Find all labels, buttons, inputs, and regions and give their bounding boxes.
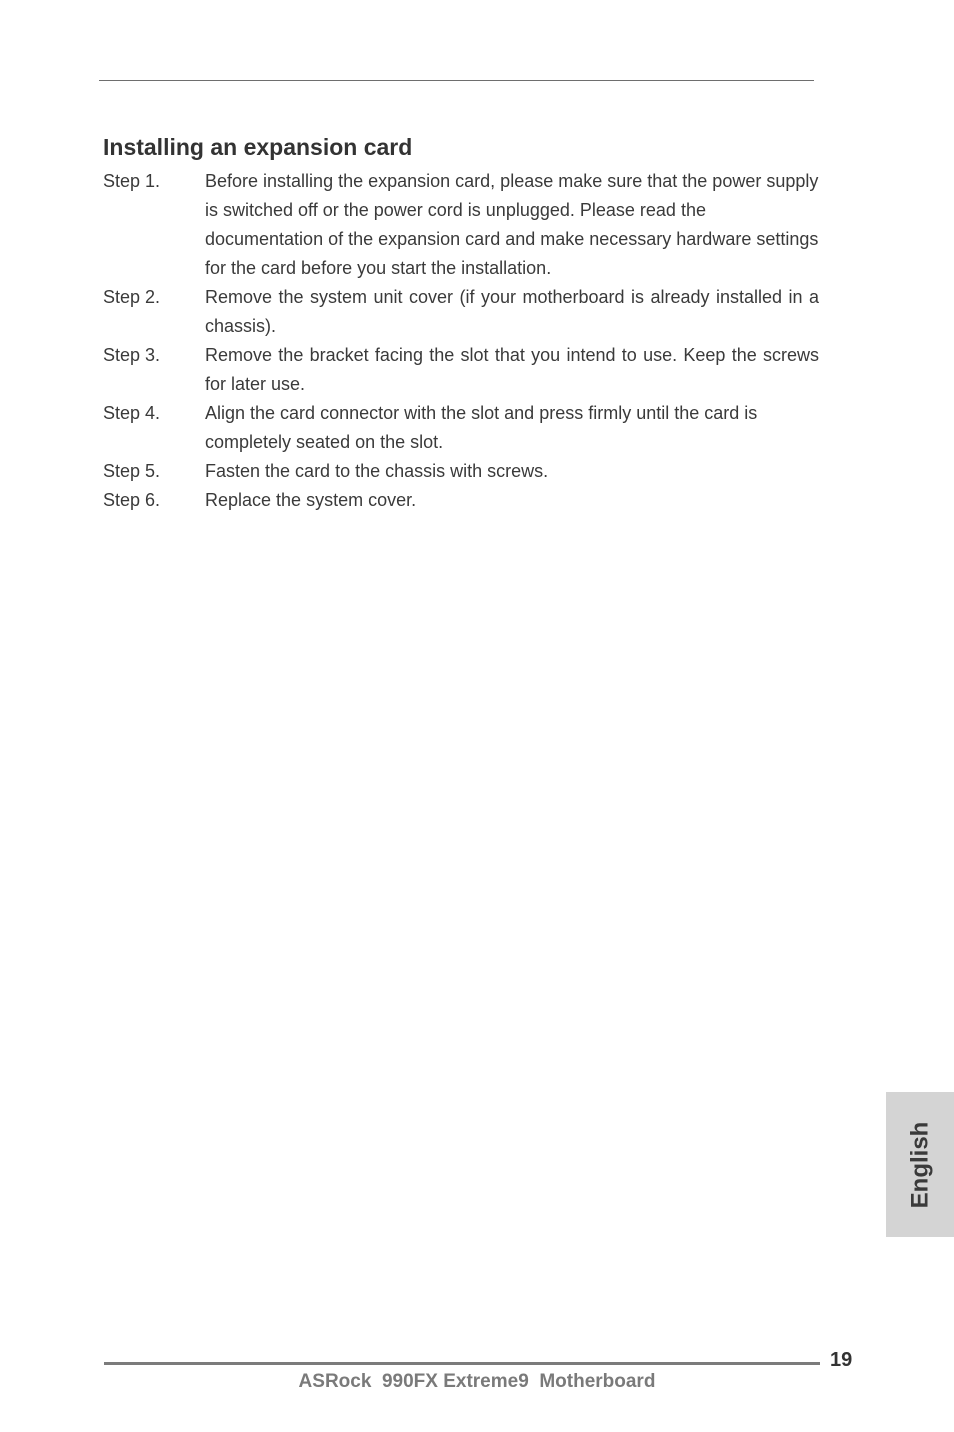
- header-divider: [99, 80, 814, 81]
- footer-divider: [104, 1362, 820, 1365]
- step-3: [103, 341, 819, 399]
- step-label: Step 2.: [103, 287, 161, 307]
- section-title: Installing an expansion card: [103, 134, 413, 160]
- step-label: Step 5.: [103, 461, 161, 481]
- step-text: Replace the system cover.: [205, 490, 417, 510]
- language-tab-label: English: [906, 1121, 934, 1208]
- step-4: [103, 399, 819, 457]
- language-tab: [886, 1092, 954, 1237]
- step-text: Before installing the expansion card, please make sure that the power supply is switched off or the power cord is unplugged. Please read the documentation of the expansion card and make necessary hardware settings for the card before you start the installation.: [205, 171, 819, 278]
- step-label: Step 3.: [103, 345, 161, 365]
- step-5: [103, 457, 819, 486]
- step-6: [103, 486, 819, 515]
- step-text: Fasten the card to the chassis with screws.: [205, 461, 549, 481]
- step-label: Step 6.: [103, 490, 161, 510]
- footer-product-name: ASRock 990FX Extreme9 Motherboard: [298, 1371, 656, 1392]
- step-label: Step 4.: [103, 403, 161, 423]
- step-2: [103, 283, 819, 341]
- step-label: Step 1.: [103, 171, 161, 191]
- step-1: [103, 167, 819, 283]
- page-number: 19: [830, 1349, 853, 1371]
- step-text: Remove the system unit cover (if your motherboard is already installed in a chassis).: [205, 287, 819, 336]
- step-text: Remove the bracket facing the slot that you intend to use. Keep the screws for later use.: [205, 345, 819, 394]
- step-text: Align the card connector with the slot and press firmly until the card is completely seated on the slot.: [205, 403, 758, 452]
- installation-steps-list: [103, 167, 819, 515]
